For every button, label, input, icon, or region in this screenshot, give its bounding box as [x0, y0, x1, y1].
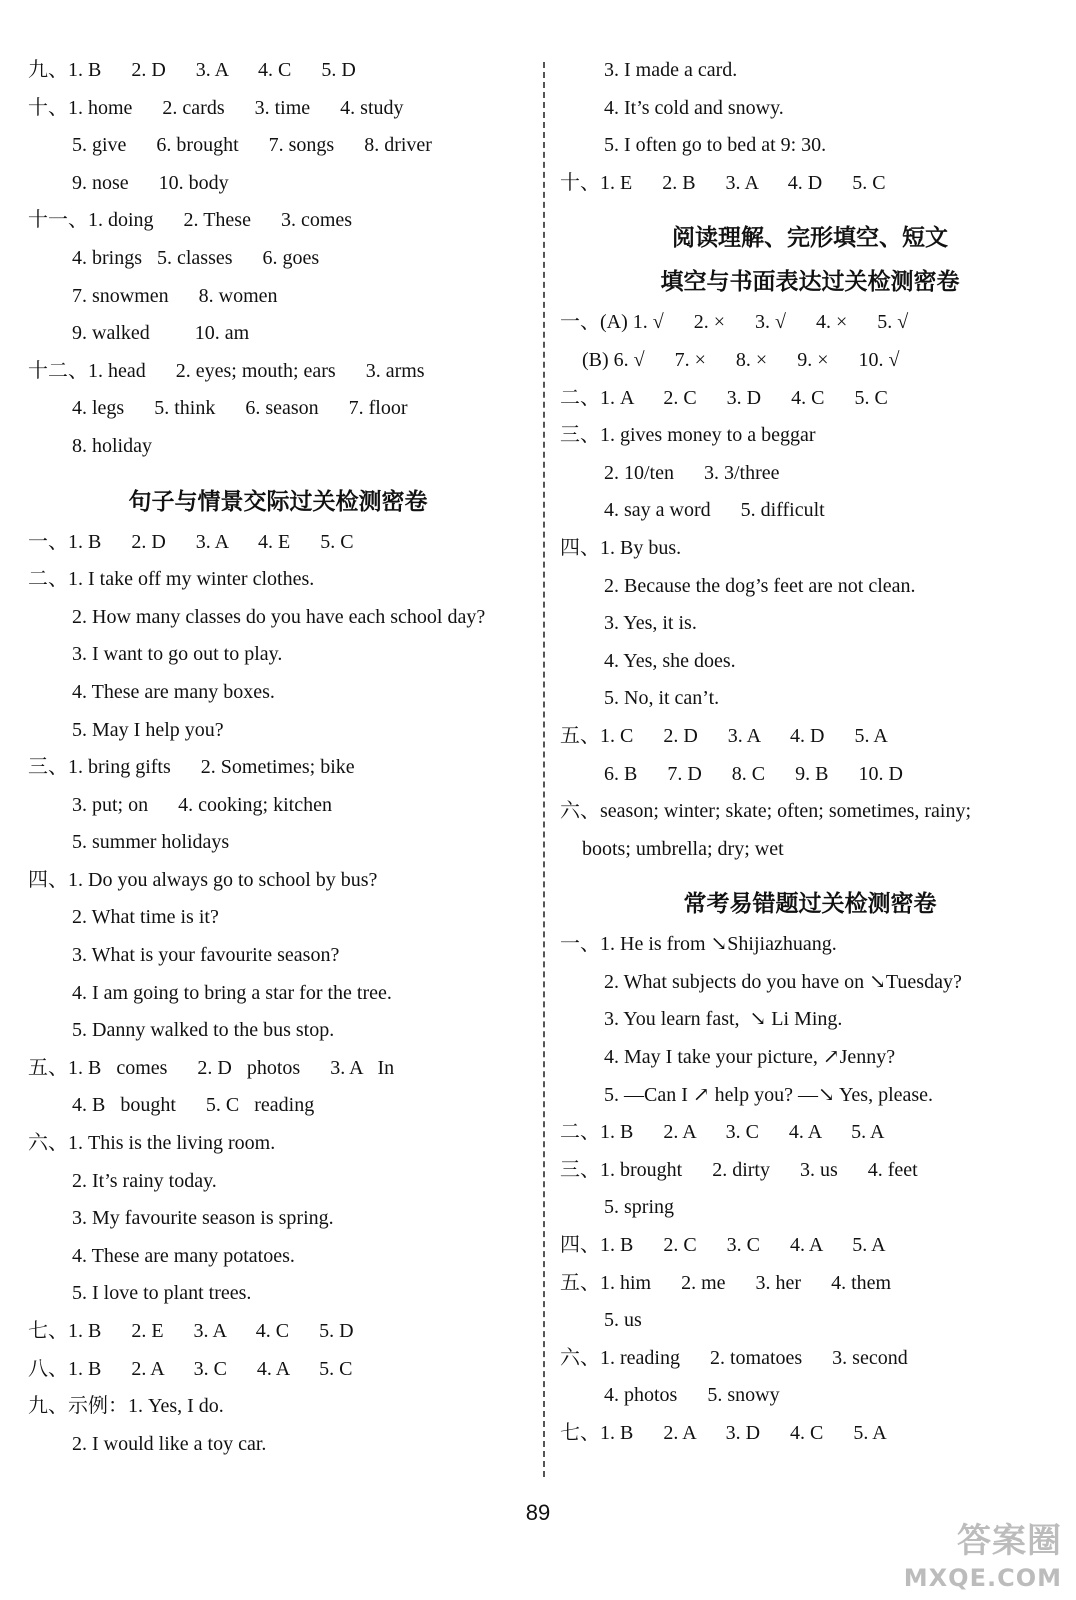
answer-line: 7. snowmen 8. women	[72, 284, 278, 307]
left-column	[28, 52, 528, 1463]
answer-line: 4. May I take your picture, ↗Jenny?	[604, 1046, 896, 1069]
answer-line: 2. Because the dog’s feet are not clean.	[604, 574, 916, 597]
answer-line: 3. put; on 4. cooking; kitchen	[72, 793, 332, 816]
section-title: 填空与书面表达过关检测密卷	[660, 269, 960, 296]
right-column	[560, 52, 1060, 1453]
answer-line: 五、1. B comes 2. D photos 3. A In	[28, 1056, 395, 1079]
page-number: 89	[525, 1500, 551, 1525]
answer-line: 十二、1. head 2. eyes; mouth; ears 3. arms	[28, 359, 425, 382]
answer-line: 3. I made a card.	[604, 59, 738, 81]
answer-line: 4. I am going to bring a star for the tree.	[72, 981, 392, 1004]
answer-line: 2. What time is it?	[72, 906, 219, 929]
section-title: 阅读理解、完形填空、短文	[672, 225, 948, 252]
answer-line: 二、1. A 2. C 3. D 4. C 5. C	[560, 386, 888, 409]
answer-line: 三、1. brought 2. dirty 3. us 4. feet	[560, 1158, 918, 1181]
answer-line: 七、1. B 2. A 3. D 4. C 5. A	[560, 1422, 887, 1444]
answer-line: 三、1. bring gifts 2. Sometimes; bike	[28, 756, 355, 779]
answer-line: 七、1. B 2. E 3. A 4. C 5. D	[28, 1320, 354, 1342]
answer-line: 2. What subjects do you have on ↘Tuesday?	[604, 970, 962, 993]
answer-line: 2. 10/ten 3. 3/three	[604, 461, 780, 484]
answer-line: 8. holiday	[72, 434, 152, 457]
watermark-logo	[872, 1512, 1062, 1592]
answer-line: 4. legs 5. think 6. season 7. floor	[72, 397, 408, 420]
answer-line: 5. summer holidays	[72, 831, 230, 854]
answer-line: 5. give 6. brought 7. songs 8. driver	[72, 134, 432, 157]
answer-line: 4. B bought 5. C reading	[72, 1094, 315, 1117]
answer-line: 四、1. Do you always go to school by bus?	[28, 868, 378, 891]
answer-line: 2. I would like a toy car.	[72, 1432, 267, 1455]
answer-line: 5. No, it can’t.	[604, 687, 720, 710]
answer-line: 9. walked 10. am	[72, 322, 250, 345]
section-gap	[560, 202, 1060, 216]
answer-line: 五、1. C 2. D 3. A 4. D 5. A	[560, 724, 888, 747]
answer-line: 4. say a word 5. difficult	[604, 499, 825, 522]
answer-line: 3. My favourite season is spring.	[72, 1207, 334, 1230]
answer-line: 4. These are many potatoes.	[72, 1244, 295, 1267]
answer-line: 4. It’s cold and snowy.	[604, 96, 784, 119]
answer-line: 九、1. B 2. D 3. A 4. C 5. D	[28, 59, 356, 81]
answer-line: 2. It’s rainy today.	[72, 1169, 217, 1192]
answer-line: 4. Yes, she does.	[604, 649, 736, 672]
answer-line: 二、1. B 2. A 3. C 4. A 5. A	[560, 1121, 885, 1144]
answer-line: 3. Yes, it is.	[604, 612, 697, 635]
answer-line: 五、1. him 2. me 3. her 4. them	[560, 1271, 892, 1294]
answer-line: 3. I want to go out to play.	[72, 643, 283, 666]
answer-line: 十、1. home 2. cards 3. time 4. study	[28, 96, 404, 119]
answer-line: 四、1. B 2. C 3. C 4. A 5. A	[560, 1234, 886, 1257]
answer-line: 4. photos 5. snowy	[604, 1384, 780, 1407]
answer-line: 3. What is your favourite season?	[72, 944, 340, 967]
answer-line: 一、(A) 1. √ 2. × 3. √ 4. × 5. √	[560, 311, 909, 334]
column-divider	[543, 62, 545, 1477]
section-title: 句子与情景交际过关检测密卷	[128, 488, 428, 515]
answer-line: 6. B 7. D 8. C 9. B 10. D	[604, 762, 903, 785]
answer-line: 十一、1. doing 2. These 3. comes	[28, 209, 353, 232]
answer-line: 十、1. E 2. B 3. A 4. D 5. C	[560, 171, 886, 194]
answer-line: 5. spring	[604, 1196, 674, 1219]
answer-line: 二、1. I take off my winter clothes.	[28, 568, 315, 591]
answer-line: (B) 6. √ 7. × 8. × 9. × 10. √	[582, 348, 900, 371]
answer-line: 3. You learn fast, ↘ Li Ming.	[604, 1008, 843, 1031]
answer-line: 九、示例：1. Yes, I do.	[28, 1395, 224, 1418]
answer-line: 六、season; winter; skate; often; sometimes, rainy;	[560, 800, 972, 823]
answer-line: 4. brings 5. classes 6. goes	[72, 246, 320, 269]
answer-line: 5. —Can I ↗ help you? —↘ Yes, please.	[604, 1083, 934, 1106]
answer-line: 5. May I help you?	[72, 718, 224, 741]
answer-line: 4. These are many boxes.	[72, 680, 275, 703]
answer-line: 5. I often go to bed at 9: 30.	[604, 134, 827, 157]
answer-line: 5. Danny walked to the bus stop.	[72, 1019, 335, 1042]
answer-line: 六、1. reading 2. tomatoes 3. second	[560, 1346, 908, 1369]
answer-line: 5. us	[604, 1309, 642, 1332]
answer-line: 一、1. He is from ↘Shijiazhuang.	[560, 933, 837, 956]
section-gap	[560, 868, 1060, 882]
answer-line: 一、1. B 2. D 3. A 4. E 5. C	[28, 530, 354, 553]
answer-line: 三、1. gives money to a beggar	[560, 424, 816, 447]
answer-line: 2. How many classes do you have each school day?	[72, 605, 486, 628]
answer-line: 八、1. B 2. A 3. C 4. A 5. C	[28, 1357, 353, 1380]
watermark-bottom: MXQE.COM	[903, 1564, 1062, 1592]
answer-line: 9. nose 10. body	[72, 171, 229, 194]
answer-line: 5. I love to plant trees.	[72, 1282, 252, 1305]
section-title: 常考易错题过关检测密卷	[683, 891, 937, 918]
section-gap	[28, 466, 528, 480]
watermark-top: 答案圈	[957, 1521, 1062, 1561]
answer-line: boots; umbrella; dry; wet	[582, 837, 784, 860]
answer-line: 四、1. By bus.	[560, 536, 682, 559]
answer-line: 六、1. This is the living room.	[28, 1132, 276, 1155]
